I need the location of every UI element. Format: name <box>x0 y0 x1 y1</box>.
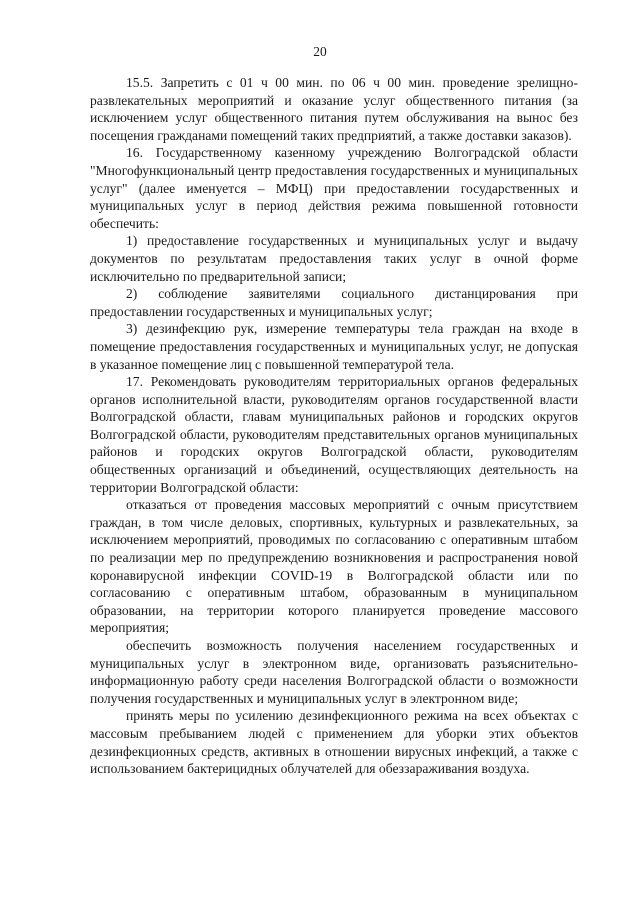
paragraph-16-item-3: 3) дезинфекцию рук, измерение температуры тела граждан на входе в помещение предоставления государственных и муниципальных услуг, не допуская в указанное помещение лиц с повышенной температурой тела. <box>90 321 578 372</box>
paragraph-15-5: 15.5. Запретить с 01 ч 00 мин. по 06 ч 00 мин. проведение зрелищно-развлекательных мероприятий и оказание услуг общественного питания (за исключением услуг общественного питания путем обслуживания на вынос без посещения гражданами помещений таких предприятий, а также доставки заказов). <box>90 75 578 143</box>
page-number: 20 <box>313 44 327 59</box>
paragraph-16-item-1: 1) предоставление государственных и муниципальных услуг и выдачу документов по результатам предоставления таких услуг в очной форме исключительно по предварительной записи; <box>90 233 578 284</box>
paragraph-16-item-2: 2) соблюдение заявителями социального дистанцирования при предоставлении государственных и муниципальных услуг; <box>90 286 578 319</box>
paragraph-17-clause-1: отказаться от проведения массовых мероприятий с очным присутствием граждан, в том числе деловых, спортивных, культурных и развлекательных, за исключением мероприятий, проводимых по согласованию с оперативным штабом по реализации мер по предупреждению возникновения и распространения новой коронавирусной инфекции COVID-19 в Волгоградской области или по согласованию с оперативным штабом, образованным в муниципальном образовании, на территории которого планируется проведение массового мероприятия; <box>90 497 578 636</box>
document-body <box>90 74 578 778</box>
paragraph-17-clause-3: принять меры по усилению дезинфекционного режима на всех объектах с массовым пребыванием людей с применением для уборки этих объектов дезинфекционных средств, активных в отношении вирусных инфекций, а также с использованием бактерицидных облучателей для обеззараживания воздуха. <box>90 708 578 777</box>
paragraph-16: 16. Государственному казенному учреждению Волгоградской области "Многофункциональный центр предоставления государственных и муниципальных услуг" (далее именуется – МФЦ) при предоставлении государственных и муниципальных услуг в период действия режима повышенной готовности обеспечить: <box>90 145 578 231</box>
paragraph-17-clause-2: обеспечить возможность получения населением государственных и муниципальных услуг в электронном виде, организовать разъяснительно-информационную работу среди населения Волгоградской области о возможности получения государственных и муниципальных услуг в электронном виде; <box>90 638 578 706</box>
paragraph-17: 17. Рекомендовать руководителям территориальных органов федеральных органов исполнительной власти, руководителям органов государственной власти Волгоградской области, главам муниципальных районов и городских округов Волгоградской области, руководителям представительных органов муниципальных районов и городских округов Волгоградской области, руководителям общественных организаций и объединений, осуществляющих деятельность на территории Волгоградской области: <box>90 374 578 495</box>
